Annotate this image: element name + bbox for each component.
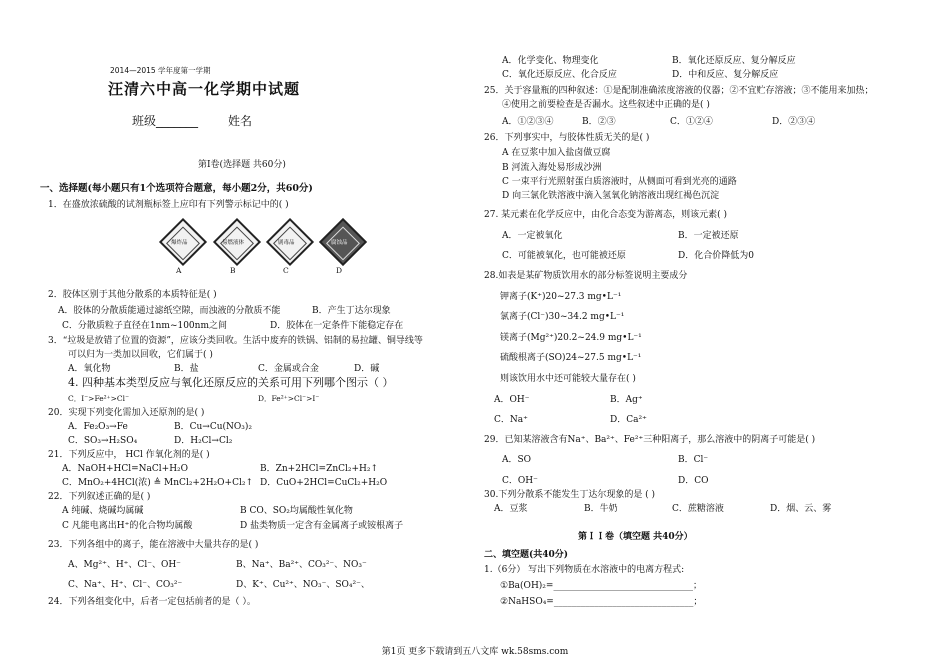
q26-option-b: B 河流入海处易形成沙洲 xyxy=(502,163,602,173)
q28-stem2: 则该饮用水中还可能较大量存在( ) xyxy=(500,374,636,384)
q28-stem: 28.如表是某矿物质饮用水的部分标签说明主要成分 xyxy=(484,271,688,281)
part2-heading: 第ＩＩ卷（填空题 共40分） xyxy=(578,532,693,542)
q23-option-d: D、K⁺、Cu²⁺、NO₃⁻、SO₄²⁻、 xyxy=(236,580,370,590)
part1-heading: 第Ⅰ卷(选择题 共60分) xyxy=(198,160,286,170)
q4-option-c: C．I⁻>Fe²⁺>Cl⁻ xyxy=(68,394,130,403)
q24-option-b: B．氧化还原反应、复分解反应 xyxy=(672,56,796,66)
q24-stem: 24．下列各组变化中，后者一定包括前者的是（ ）。 xyxy=(48,597,256,607)
q22-option-d: D 盐类物质一定含有金属离子或铵根离子 xyxy=(240,521,404,531)
q30-option-a: A．豆浆 xyxy=(494,504,528,514)
hazard-label-a: 爆炸品 xyxy=(171,240,188,246)
q3-option-c: C．金属或合金 xyxy=(258,364,319,374)
q29-option-d: D．CO xyxy=(678,476,709,486)
q21-option-c: C．MnO₂+4HCl(浓) ≜ MnCl₂+2H₂O+Cl₂↑ xyxy=(62,478,253,488)
q28-option-b: B．Ag⁺ xyxy=(610,395,643,405)
q2-stem: 2．胶体区别于其他分散系的本质特征是( ) xyxy=(48,290,217,300)
q1-stem: 1．在盛放浓硫酸的试剂瓶标签上应印有下列警示标记中的( ) xyxy=(48,200,289,210)
q29-option-b: B．Cl⁻ xyxy=(678,455,709,465)
q3-option-a: A．氧化物 xyxy=(68,364,111,374)
name-label: 姓名 xyxy=(228,114,253,128)
q23-option-c: C、Na⁺、H⁺、Cl⁻、CO₃²⁻ xyxy=(68,580,183,590)
q29-option-c: C．OH⁻ xyxy=(502,476,538,486)
q27-stem: 27. 某元素在化学反应中，由化合态变为游离态，则该元素( ) xyxy=(484,210,728,220)
q23-option-a: A、Mg²⁺、H⁺、Cl⁻、OH⁻ xyxy=(68,560,181,570)
q3-stem: 3．“垃圾是放错了位置的资源”，应该分类回收。生活中废弃的铁锅、铝制的易拉罐、铜导线等 xyxy=(48,336,423,346)
q29-option-a: A．SO xyxy=(502,455,532,465)
q30-option-d: D．烟、云、雾 xyxy=(770,504,832,514)
q2-option-d: D．胶体在一定条件下能稳定存在 xyxy=(270,321,404,331)
q20-option-c: C．SO₃→H₂SO₄ xyxy=(68,436,138,446)
q26-option-c: C 一束平行光照射蛋白质溶液时，从侧面可看到光亮的通路 xyxy=(502,177,737,187)
q20-option-b: B．Cu→Cu(NO₃)₂ xyxy=(174,422,253,432)
q26-stem: 26．下列事实中，与胶体性质无关的是( ) xyxy=(484,133,650,143)
q3-option-b: B．盐 xyxy=(174,364,199,374)
q26-option-a: A 在豆浆中加入盐卤做豆腐 xyxy=(502,148,611,158)
q4-stem: 4. 四种基本类型反应与氧化还原反应的关系可用下列哪个图示（ ） xyxy=(68,376,394,389)
q24-option-d: D．中和反应、复分解反应 xyxy=(672,70,779,80)
q24-option-a: A．化学变化、物理变化 xyxy=(502,56,599,66)
q28-option-d: D．Ca²⁺ xyxy=(610,415,647,425)
q23-option-b: B、Na⁺、Ba²⁺、CO₃²⁻、NO₃⁻ xyxy=(236,560,367,570)
exam-title: 汪清六中高一化学期中试题 xyxy=(108,80,301,98)
q20-option-d: D．H₂Cl→Cl₂ xyxy=(174,436,233,446)
hazard-label-c: 剧毒品 xyxy=(278,240,295,246)
q21-stem: 21．下列反应中， HCl 作氧化剂的是( ) xyxy=(48,450,210,460)
q3-stem2: 可以归为一类加以回收，它们属于( ) xyxy=(68,350,213,360)
part2-section: 二、填空题(共40分) xyxy=(484,550,569,560)
q25-option-c: C．①②④ xyxy=(670,117,713,127)
q28-line-3: 镁离子(Mg²⁺)20.2~24.9 mg•L⁻¹ xyxy=(500,333,642,343)
class-label: 班级_______ xyxy=(132,114,199,128)
q23-stem: 23．下列各组中的离子，能在溶液中大量共存的是( ) xyxy=(48,540,259,550)
hazard-label-d: 腐蚀品 xyxy=(331,240,348,246)
q26-option-d: D 向三氯化铁溶液中滴入氢氧化钠溶液出现红褐色沉淀 xyxy=(502,191,720,201)
q25-option-d: D．②③④ xyxy=(772,117,816,127)
q2-option-a: A．胶体的分散质能通过滤纸空隙，而浊液的分散质不能 xyxy=(58,306,281,316)
q2-option-b: B．产生丁达尔现象 xyxy=(312,306,391,316)
q20-stem: 20．实现下列变化需加入还原剂的是( ) xyxy=(48,408,205,418)
q1-label-b: B xyxy=(230,266,236,275)
q27-option-d: D．化合价降低为0 xyxy=(678,251,754,261)
q4-option-d: D．Fe²⁺>Cl⁻>I⁻ xyxy=(258,394,320,403)
q28-line-4: 硫酸根离子(SO)24~27.5 mg•L⁻¹ xyxy=(500,353,642,363)
q30-stem: 30.下列分散系不能发生丁达尔现象的是 ( ) xyxy=(484,490,656,500)
q25-option-a: A．①②③④ xyxy=(502,117,554,127)
q20-option-a: A．Fe₂O₃→Fe xyxy=(68,422,128,432)
q22-option-b: B CO、SO₂均属酸性氧化物 xyxy=(240,506,353,516)
q30-option-c: C．蔗糖溶液 xyxy=(672,504,724,514)
q28-line-2: 氯离子(Cl⁻)30~34.2 mg•L⁻¹ xyxy=(500,312,625,322)
q24-option-c: C．氧化还原反应、化合反应 xyxy=(502,70,617,80)
part2-q1: 1.（6分） 写出下列物质在水溶液中的电离方程式: xyxy=(484,565,685,575)
year-line: 2014—2015 学年度第一学期 xyxy=(110,66,211,75)
q28-option-c: C．Na⁺ xyxy=(494,415,528,425)
q1-label-a: A xyxy=(176,266,182,275)
part2-line2: ②NaHSO₄=_______________________________； xyxy=(500,597,703,607)
q28-option-a: A．OH⁻ xyxy=(494,395,530,405)
q2-option-c: C．分散质粒子直径在1nm~100nm之间 xyxy=(62,321,227,331)
q30-option-b: B．牛奶 xyxy=(584,504,618,514)
page-footer: 第1页 更多下载请到五八文库 wk.58sms.com xyxy=(381,647,569,657)
q1-label-d: D xyxy=(336,266,343,275)
q22-option-a: A 纯碱、烧碱均属碱 xyxy=(62,506,144,516)
q27-option-a: A．一定被氧化 xyxy=(502,231,563,241)
q28-line-1: 钾离子(K⁺)20~27.3 mg•L⁻¹ xyxy=(500,292,622,302)
right-column xyxy=(480,0,910,640)
q25-stem: 25．关于容量瓶的四种叙述：①是配制准确浓度溶液的仪器；②不宜贮存溶液；③不能用来加热； xyxy=(484,86,874,96)
q25-stem2: ④使用之前要检查是否漏水。这些叙述中正确的是( ) xyxy=(502,100,710,110)
q21-option-b: B．Zn+2HCl=ZnCl₂+H₂↑ xyxy=(260,464,379,474)
hazard-label-b: 易燃液体 xyxy=(222,240,245,246)
q27-option-c: C．可能被氧化，也可能被还原 xyxy=(502,251,626,261)
q22-stem: 22．下列叙述正确的是( ) xyxy=(48,492,151,502)
q25-option-b: B．②③ xyxy=(582,117,616,127)
q27-option-b: B．一定被还原 xyxy=(678,231,739,241)
q29-stem: 29．已知某溶液含有Na⁺、Ba²⁺、Fe²⁺三种阳离子，那么溶液中的阴离子可能是( ) xyxy=(484,435,816,445)
q21-option-a: A．NaOH+HCl=NaCl+H₂O xyxy=(62,464,189,474)
q22-option-c: C 凡能电离出H⁺的化合物均属酸 xyxy=(62,521,193,531)
part2-line1: ①Ba(OH)₂=_______________________________； xyxy=(500,581,702,591)
q3-option-d: D．碱 xyxy=(354,364,380,374)
q1-label-c: C xyxy=(283,266,289,275)
section-heading: 一、选择题(每小题只有1个选项符合题意，每小题2分，共60分) xyxy=(40,183,313,194)
left-column xyxy=(40,0,465,640)
q21-option-d: D．CuO+2HCl=CuCl₂+H₂O xyxy=(260,478,388,488)
